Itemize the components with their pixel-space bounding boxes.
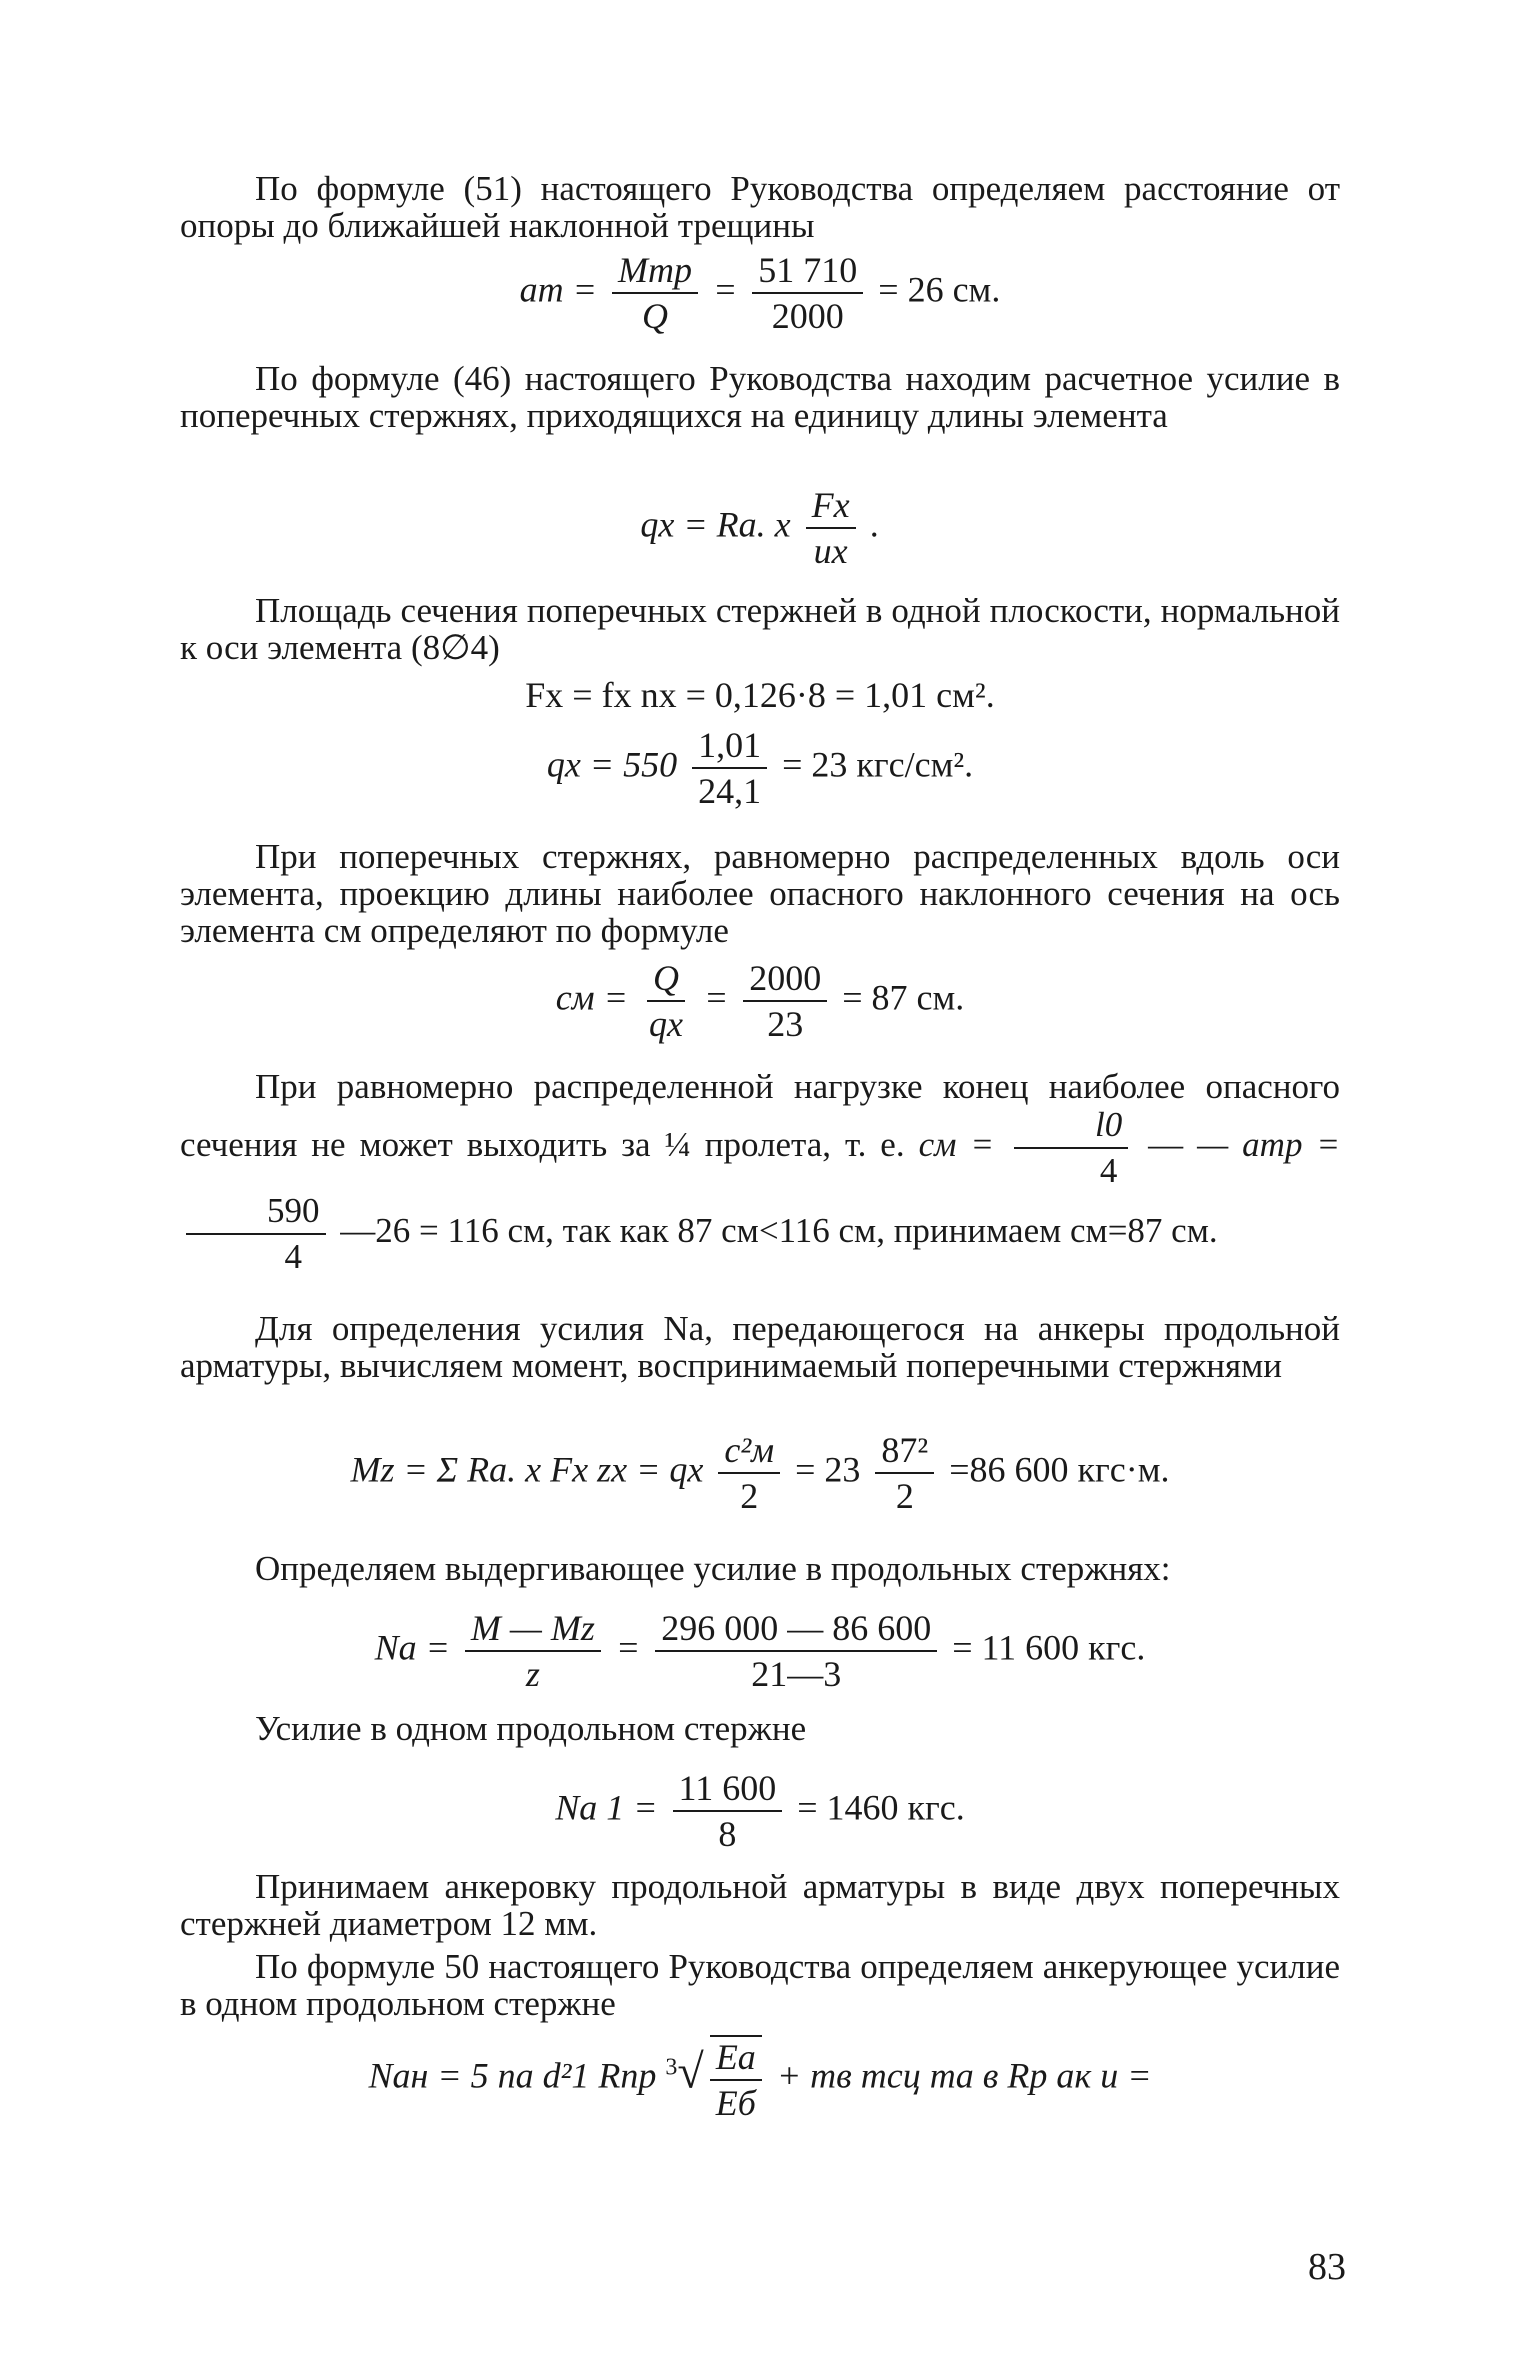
frac-den: uх (813, 531, 848, 571)
frac-num: 51 710 (752, 250, 863, 294)
frac-den: z (525, 1654, 540, 1694)
frac-den: 8 (718, 1814, 737, 1854)
frac-num: Eа (710, 2037, 762, 2081)
frac-num: l0 (1014, 1105, 1128, 1149)
frac-num: 1,01 (692, 725, 767, 769)
frac-num: 11 600 (673, 1768, 783, 1812)
formula-lhs: Nа = (374, 1627, 450, 1668)
formula-lhs: Nан = 5 nа d²1 Rпр (368, 2055, 657, 2096)
frac-num: Mтр (612, 250, 698, 294)
formula-n-a: Nа = $\frac{M — Mz}{z}$ = $\frac{296 000 — 86 600}{21—3}$ = 11 600 кгс. (374, 1608, 1146, 1694)
formula-f-x: Fх = fх nх = 0,126·8 = 1,01 см². (525, 675, 995, 715)
formula-lhs: Nа 1 = (555, 1787, 658, 1828)
formula-rhs: = 1460 кгс. (797, 1787, 965, 1828)
formula-lhs: Mz = Σ Rа. х Fх zх = qх (350, 1449, 704, 1490)
paragraph-2: По формуле (46) настоящего Руководства находим расчетное усилие в поперечных стержнях, приходящихся на единицу длины элемента (180, 359, 1340, 435)
paragraph-5 (180, 1068, 1340, 1277)
frac-num: 2000 (743, 958, 827, 1002)
formula-rhs: . (870, 504, 880, 545)
formula-rhs: = 23 кгс/см². (782, 744, 974, 785)
paragraph-5-text: При равномерно распределенной нагрузке конец наиболее опасного сечения не может выходить за ¼ пролета, т. е. (180, 1067, 1340, 1165)
formula-lhs: cм = (555, 977, 628, 1018)
frac-den: qх (648, 1004, 683, 1044)
frac-num: Q (647, 958, 685, 1002)
frac-num: 590 (186, 1191, 326, 1235)
paragraph-10: По формуле 50 настоящего Руководства определяем анкерующее усилие в одном продольном стержне (180, 1947, 1340, 2023)
formula-rhs: =86 600 кгс·м. (949, 1449, 1170, 1490)
formula-q-x (180, 485, 1340, 571)
paragraph-4: При поперечных стержнях, равномерно распределенных вдоль оси элемента, проекцию длины наиболее опасного наклонного сечения на ось элемента cм определяют по формуле (180, 837, 1340, 950)
page-number: 83 (1308, 2246, 1346, 2288)
paragraph-7: Определяем выдергивающее усилие в продольных стержнях: (255, 1549, 1171, 1588)
frac-num: 87² (875, 1430, 934, 1474)
formula-rhs: = 87 см. (842, 977, 965, 1018)
frac-den: Eб (715, 2083, 756, 2123)
frac-den: 4 (1099, 1151, 1118, 1190)
formula-a-t: aт = $\frac{\text{Mтр}}{Q}$ = $\frac{51 710}{2000}$ = 26 см. (519, 250, 1001, 336)
frac-num: M — Mz (465, 1608, 601, 1652)
formula-lhs: qх = 550 (546, 744, 678, 785)
frac-den: 2000 (771, 296, 844, 336)
formula-lhs: qх = Rа. х (640, 504, 791, 545)
frac-den: 4 (284, 1237, 302, 1276)
frac-num: Fх (806, 485, 856, 529)
formula-rhs: —26 = 116 см, (340, 1211, 554, 1251)
formula-rhs: — (1148, 1125, 1184, 1165)
formula-c-m: cм = $\frac{Q}{qх}$ = $\frac{2000}{23}$ = 87 см. (555, 958, 965, 1044)
frac-den: 2 (740, 1476, 759, 1516)
frac-den: Q (641, 296, 668, 336)
paragraph-9: Принимаем анкеровку продольной арматуры в виде двух поперечных стержней диаметром 12 мм. (180, 1867, 1340, 1943)
formula-mid: = 23 (795, 1449, 861, 1490)
frac-den: 2 (895, 1476, 914, 1516)
formula-m-z (180, 1430, 1340, 1516)
formula-lhs: aт = (519, 269, 597, 310)
paragraph-6: Для определения усилия Nа, передающегося на анкеры продольной арматуры, вычисляем момент, воспринимаемый поперечными стержнями (180, 1309, 1340, 1385)
formula-n-an (180, 2035, 1340, 2123)
paragraph-5-tail: так как 87 см<116 см, принимаем cм=87 см. (562, 1211, 1218, 1251)
formula-rhs: + mв mсц mа в Rр aк u = (776, 2055, 1152, 2096)
frac-num: 296 000 — 86 600 (655, 1608, 937, 1652)
root-sign: √ (677, 2045, 704, 2099)
formula-rhs: = 11 600 кгс. (952, 1627, 1146, 1668)
paragraph-3: Площадь сечения поперечных стержней в одной плоскости, нормальной к оси элемента (8∅4) (180, 591, 1340, 667)
frac-den: 21—3 (751, 1654, 842, 1694)
paragraph-1: По формуле (51) настоящего Руководства определяем расстояние от опоры до ближайшей наклонной трещины (180, 169, 1340, 245)
paragraph-8: Усилие в одном продольном стержне (255, 1709, 807, 1748)
frac-den: 23 (767, 1004, 804, 1044)
root-index: 3 (665, 2054, 678, 2081)
formula-lhs: cм = (918, 1125, 995, 1165)
formula-q-x-value (180, 725, 1340, 811)
formula-lhs: — aтр = (1197, 1125, 1341, 1165)
formula-rhs: = 26 см. (878, 269, 1001, 310)
frac-den: 24,1 (698, 771, 762, 811)
formula-n-a1 (180, 1768, 1340, 1854)
frac-num: c²м (718, 1430, 780, 1474)
